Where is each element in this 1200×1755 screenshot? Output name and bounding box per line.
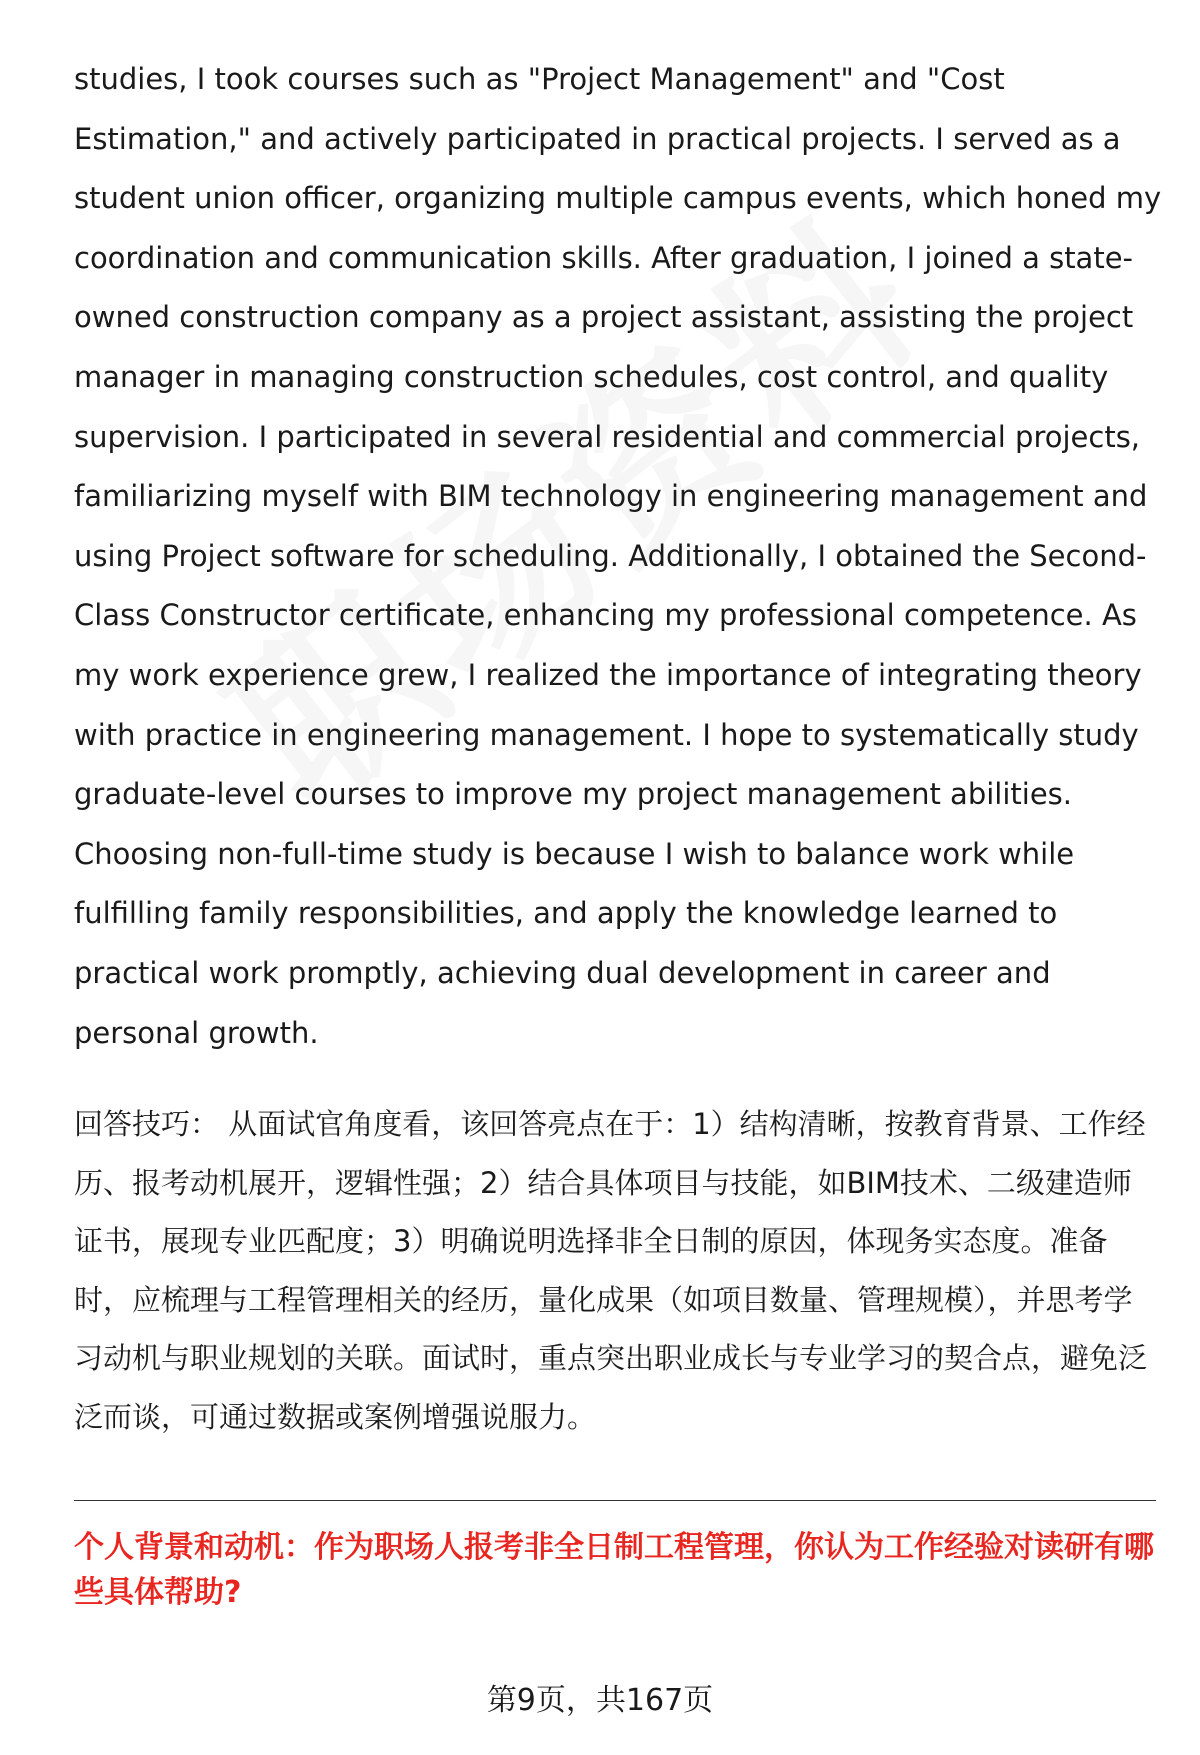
page-number: 第9页，共167页 (486, 1683, 714, 1718)
answer-paragraph: studies, I took courses such as "Project Management" and "Cost Estimation," and actively participated in practical projects. I served as a student union officer, organizing multiple campus events, which honed my coordination and communication skills. After graduation, I joined a state-owned construction company as a project assistant, assisting the project manager in managing construction schedules, cost control, and quality supervision. I participated in several residential and commercial projects, familiarizing myself with BIM technology in engineering management and using Project software for scheduling. Additionally, I obtained the Second-Class Constructor certificate, enhancing my professional competence. As my work experience grew, I realized the importance of integrating theory with practice in engineering management. I hope to systematically study graduate-level courses to improve my project management abilities. Choosing non-full-time study is because I wish to balance work while fulfilling family responsibilities, and apply the knowledge learned to practical work promptly, achieving dual development in career and personal growth. (74, 62, 1162, 1050)
answer-tips-paragraph: 回答技巧： 从面试官角度看，该回答亮点在于：1）结构清晰，按教育背景、工作经历、报考动机展开，逻辑性强；2）结合具体项目与技能，如BIM技术、二级建造师证书，展现专业匹配度；3）明确说明选择非全日制的原因，体现务实态度。准备时，应梳理与工程管理相关的经历，量化成果（如项目数量、管理规模），并思考学习动机与职业规划的关联。面试时，重点突出职业成长与专业学习的契合点，避免泛泛而谈，可通过数据或案例增强说服力。 (74, 1107, 1148, 1434)
section-divider (74, 1500, 1156, 1501)
question-heading: 个人背景和动机：作为职场人报考非全日制工程管理，你认为工作经验对读研有哪些具体帮助? (74, 1530, 1154, 1610)
